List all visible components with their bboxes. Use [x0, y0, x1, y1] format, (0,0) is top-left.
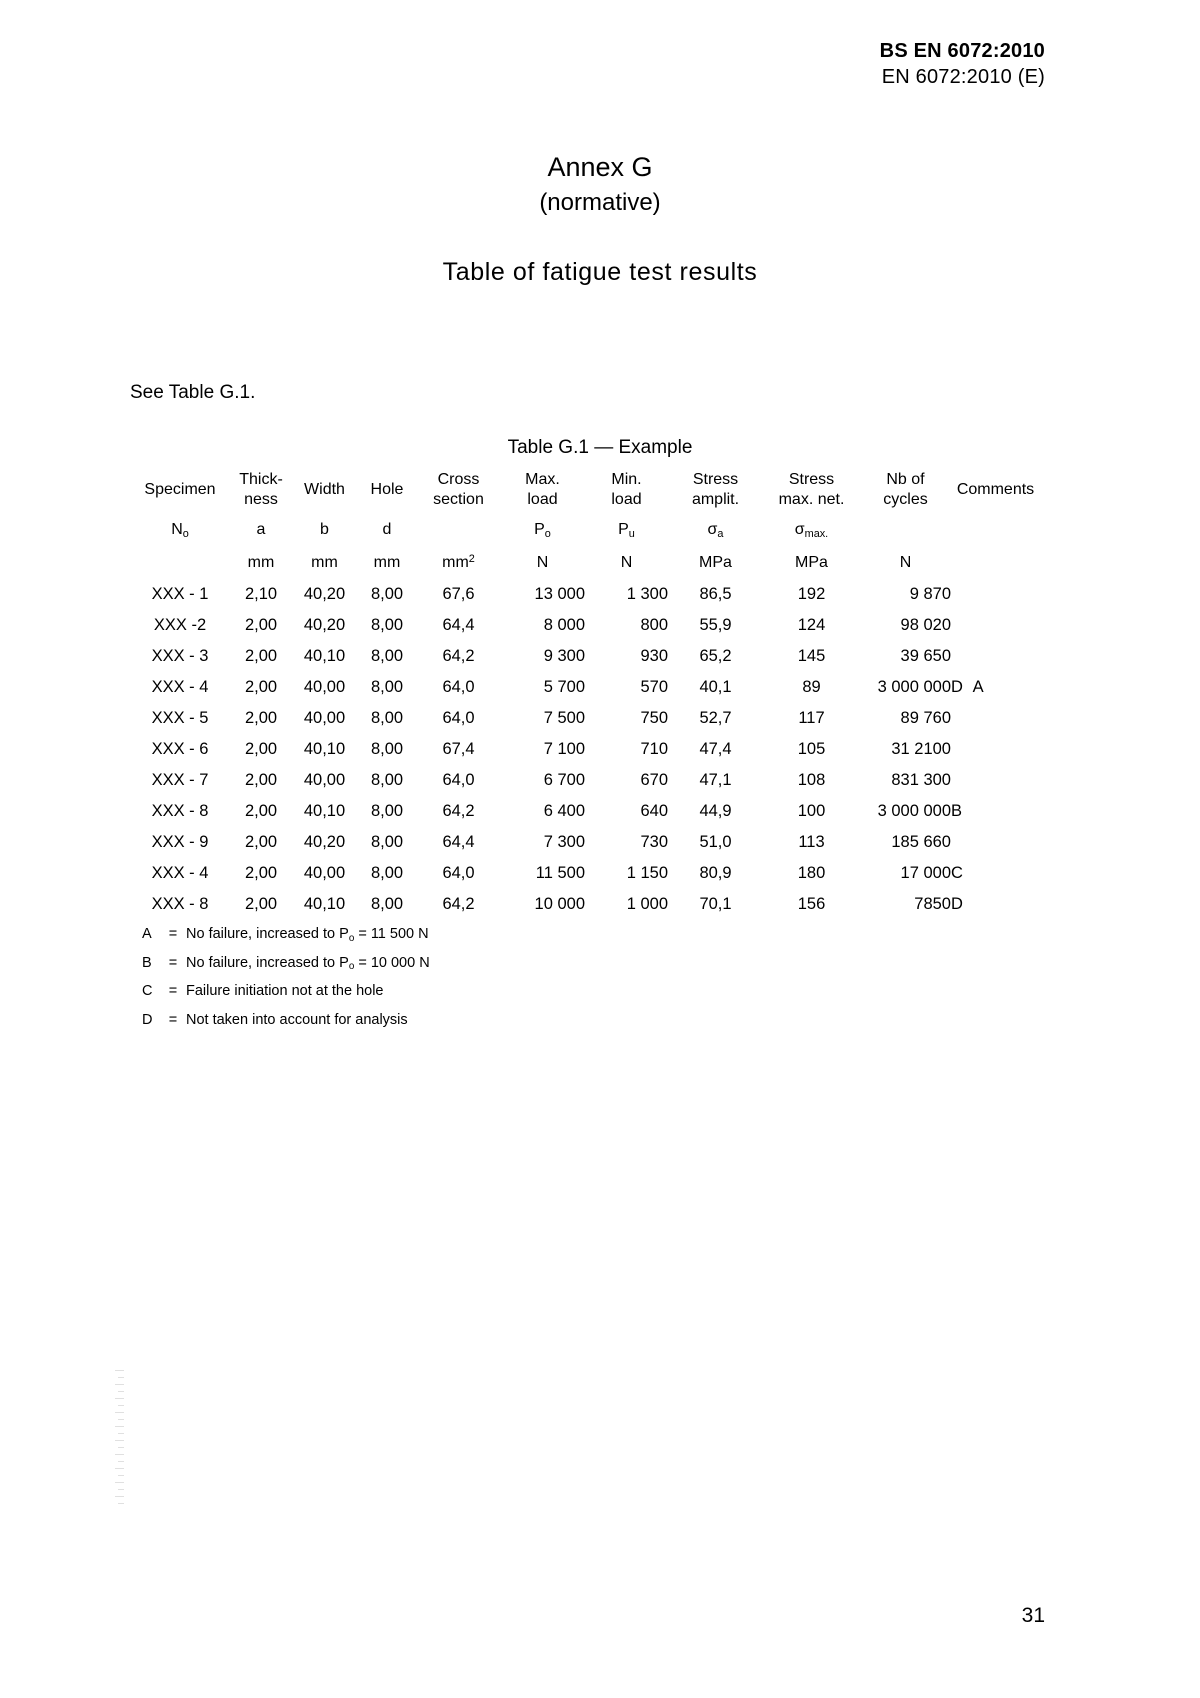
footnote-item — [130, 949, 1040, 978]
cell-stress-amplit: 47,4 — [699, 740, 732, 758]
col-symbol-stress-amplit — [668, 513, 763, 547]
footnote-text: Failure initiation not at the hole — [186, 983, 384, 999]
footnote-equals: = — [168, 1011, 178, 1028]
footnote-equals: = — [168, 954, 178, 971]
cell-stress-max-net: 113 — [798, 833, 825, 851]
cell-stress-max-net: 145 — [797, 647, 826, 665]
cell-width: 40,10 — [303, 740, 346, 758]
col-unit-thickness-text: mm — [247, 554, 275, 572]
cell-thickness: 2,00 — [244, 740, 278, 758]
cell-comments — [951, 579, 1040, 610]
footnote-equals: = — [168, 983, 178, 999]
cell-min-load: 1 000 — [626, 895, 668, 913]
col-title-stress-max-net-l2: max. net. — [778, 491, 845, 508]
cell-max-load: 6 700 — [543, 771, 585, 789]
cell-comments: D A — [951, 678, 987, 696]
cell-stress-max-net: 156 — [797, 895, 826, 913]
cell-nb-cycles: 39 650 — [900, 647, 951, 665]
cell-cross-section: 64,2 — [442, 895, 475, 913]
col-unit-nb-cycles — [860, 547, 951, 579]
cell-stress-amplit: 52,7 — [699, 709, 732, 727]
cell-specimen: XXX - 4 — [151, 678, 209, 696]
header-standard-en: EN 6072:2010 (E) — [881, 66, 1045, 89]
cell-stress-amplit: 86,5 — [699, 585, 732, 603]
col-unit-cross-section-text: mm — [442, 554, 469, 572]
cell-thickness: 2,00 — [244, 678, 278, 696]
table-head — [130, 467, 1040, 579]
col-unit-max-load-text: N — [536, 554, 549, 572]
cell-width: 40,20 — [303, 616, 346, 634]
cell-hole: 8,00 — [370, 585, 404, 603]
cell-comments: B — [951, 802, 966, 820]
col-symbol-max-load-base: P — [534, 521, 545, 539]
cell-stress-max-net: 180 — [797, 864, 826, 882]
table-row — [130, 827, 1040, 858]
intro-text: See Table G.1. — [130, 382, 256, 403]
fatigue-results-table — [130, 467, 1040, 1034]
col-symbol-max-load-sub: o — [544, 528, 551, 541]
col-title-stress-max-net-l1: Stress — [788, 471, 835, 489]
col-unit-width — [292, 547, 357, 579]
header-row-units — [130, 547, 1040, 579]
col-symbol-min-load-sub: u — [628, 528, 635, 541]
document-header — [880, 38, 1045, 91]
col-symbol-width-base: b — [320, 521, 329, 539]
cell-comments — [951, 827, 1040, 858]
footnote-text: No failure, increased to $P_o = 10$ 000 N — [186, 954, 430, 973]
table-row — [130, 858, 1040, 889]
page-number: 31 — [1021, 1604, 1045, 1627]
cell-min-load: 750 — [640, 709, 668, 727]
cell-min-load: 800 — [640, 616, 668, 634]
col-title-cross-section — [417, 467, 500, 513]
cell-thickness: 2,00 — [244, 709, 278, 727]
cell-thickness: 2,00 — [244, 895, 278, 913]
cell-max-load: 8 000 — [543, 616, 585, 634]
footnote-item — [130, 1006, 1040, 1035]
cell-specimen: XXX - 4 — [151, 864, 209, 882]
col-symbol-hole-base: d — [382, 521, 392, 539]
cell-stress-amplit: 65,2 — [699, 647, 732, 665]
col-symbol-max-load — [500, 513, 585, 547]
col-title-cross-section-l2: section — [433, 491, 484, 508]
footnote-item — [130, 920, 1040, 949]
cell-nb-cycles: 7850 — [914, 895, 951, 913]
cell-cross-section: 64,4 — [442, 616, 475, 634]
col-unit-stress-max-net — [763, 547, 860, 579]
table-row — [130, 734, 1040, 765]
cell-nb-cycles: 831 300 — [891, 771, 951, 789]
col-title-max-load — [500, 467, 585, 513]
cell-comments — [951, 641, 1040, 672]
footnote-key: A — [142, 926, 152, 942]
cell-stress-max-net: 108 — [797, 771, 826, 789]
col-title-hole-l1: Hole — [370, 481, 404, 499]
annex-kind: (normative) — [539, 188, 661, 216]
cell-specimen: XXX -2 — [153, 616, 207, 634]
cell-max-load: 13 000 — [534, 585, 585, 603]
cell-hole: 8,00 — [370, 864, 404, 882]
col-unit-stress-amplit-text: MPa — [699, 554, 732, 572]
col-symbol-specimen-sub: o — [182, 528, 189, 541]
footnote-equals: = — [168, 926, 178, 942]
col-title-comments — [951, 467, 1040, 513]
cell-width: 40,00 — [303, 709, 346, 727]
cell-comments — [951, 734, 1040, 765]
col-unit-cross-section-sup: 2 — [468, 552, 475, 565]
col-title-nb-cycles — [860, 467, 951, 513]
col-title-thickness-l2: ness — [244, 491, 278, 508]
cell-specimen: XXX - 7 — [151, 771, 209, 789]
table-row — [130, 610, 1040, 641]
table-footnotes — [130, 920, 1040, 1034]
col-unit-stress-amplit — [668, 547, 763, 579]
cell-max-load: 11 500 — [535, 864, 585, 882]
col-title-min-load-l2: load — [611, 491, 642, 508]
cell-cross-section: 64,2 — [442, 647, 475, 665]
cell-thickness: 2,00 — [244, 647, 278, 665]
col-unit-comments — [951, 547, 1040, 579]
cell-hole: 8,00 — [370, 616, 404, 634]
cell-width: 40,10 — [303, 647, 346, 665]
cell-max-load: 9 300 — [543, 647, 585, 665]
cell-stress-max-net: 117 — [798, 709, 825, 727]
col-unit-nb-cycles-text: N — [899, 554, 912, 572]
cell-comments: D — [951, 895, 966, 913]
cell-thickness: 2,00 — [244, 833, 278, 851]
footnote-key: C — [142, 983, 153, 999]
header-row-titles — [130, 467, 1040, 513]
cell-specimen: XXX - 3 — [151, 647, 209, 665]
annex-name: Annex G — [547, 152, 653, 182]
cell-thickness: 2,00 — [244, 616, 278, 634]
cell-comments: C — [951, 864, 966, 882]
cell-thickness: 2,00 — [244, 771, 278, 789]
cell-cross-section: 64,0 — [442, 678, 475, 696]
cell-stress-max-net: 192 — [797, 585, 826, 603]
cell-specimen: XXX - 8 — [151, 895, 209, 913]
cell-nb-cycles: 9 870 — [909, 585, 951, 603]
cell-stress-amplit: 47,1 — [699, 771, 732, 789]
col-title-width-l1: Width — [304, 481, 345, 499]
footnote-subscript: o — [348, 932, 355, 944]
cell-specimen: XXX - 1 — [151, 585, 209, 603]
cell-comments — [951, 703, 1040, 734]
annex-subject: Table of fatigue test results — [442, 258, 758, 287]
annex-title-block — [0, 150, 1200, 287]
col-title-specimen — [130, 467, 230, 513]
cell-stress-max-net: 124 — [797, 616, 826, 634]
cell-nb-cycles: 89 760 — [900, 709, 951, 727]
cell-stress-max-net: 100 — [797, 802, 826, 820]
cell-cross-section: 64,2 — [442, 802, 475, 820]
footnote-key: B — [142, 954, 152, 971]
col-title-stress-max-net — [763, 467, 860, 513]
cell-nb-cycles: 3 000 000 — [877, 802, 951, 820]
cell-cross-section: 67,4 — [442, 740, 475, 758]
cell-hole: 8,00 — [370, 678, 404, 696]
cell-nb-cycles: 185 660 — [891, 833, 951, 851]
cell-min-load: 710 — [640, 740, 668, 758]
cell-cross-section: 64,0 — [442, 771, 475, 789]
cell-width: 40,00 — [303, 678, 346, 696]
cell-max-load: 7 500 — [543, 709, 585, 727]
col-symbol-stress-amplit-sub: a — [717, 528, 724, 541]
col-title-thickness — [230, 467, 292, 513]
cell-specimen: XXX - 5 — [151, 709, 209, 727]
table-row — [130, 579, 1040, 610]
col-symbol-comments — [951, 513, 1040, 547]
footnote-text: No failure, increased to $P_o = 11$ 500 N — [186, 926, 429, 944]
col-title-min-load — [585, 467, 668, 513]
col-unit-stress-max-net-text: MPa — [795, 554, 828, 572]
footnote-item — [130, 977, 1040, 1006]
table-container — [130, 467, 1040, 1034]
cell-min-load: 640 — [640, 802, 668, 820]
cell-stress-amplit: 51,0 — [699, 833, 732, 851]
col-title-min-load-l1: Min. — [611, 471, 642, 489]
col-title-width — [292, 467, 357, 513]
cell-stress-max-net: 105 — [797, 740, 826, 758]
table-row — [130, 641, 1040, 672]
cell-cross-section: 64,0 — [442, 709, 475, 727]
cell-width: 40,00 — [303, 771, 346, 789]
cell-specimen: XXX - 8 — [151, 802, 209, 820]
cell-max-load: 5 700 — [543, 678, 585, 696]
cell-hole: 8,00 — [370, 771, 404, 789]
col-symbol-nb-cycles — [860, 513, 951, 547]
col-title-stress-amplit-l1: Stress — [692, 471, 739, 489]
cell-hole: 8,00 — [370, 802, 404, 820]
cell-thickness: 2,00 — [244, 864, 278, 882]
cell-thickness: 2,10 — [244, 585, 278, 603]
cell-cross-section: 64,4 — [442, 833, 475, 851]
footnotes-row — [130, 920, 1040, 1034]
table-caption: Table G.1 — Example — [507, 437, 693, 458]
col-symbol-min-load — [585, 513, 668, 547]
col-title-specimen-l1: Specimen — [144, 481, 216, 499]
cell-max-load: 7 300 — [543, 833, 585, 851]
footnote-subscript: o — [348, 961, 355, 973]
col-symbol-stress-amplit-base: σ — [707, 521, 718, 539]
col-symbol-stress-max-net-sub: max. — [804, 528, 829, 541]
cell-stress-max-net: 89 — [802, 678, 821, 696]
footnotes-cell — [130, 920, 1040, 1034]
binding-marks — [113, 1370, 127, 1560]
col-symbol-specimen-base: N — [171, 521, 183, 539]
col-unit-hole-text: mm — [373, 554, 401, 572]
cell-max-load: 6 400 — [543, 802, 585, 820]
col-symbol-thickness — [230, 513, 292, 547]
cell-stress-amplit: 70,1 — [699, 895, 732, 913]
cell-min-load: 730 — [640, 833, 668, 851]
col-unit-cross-section — [417, 547, 500, 579]
col-unit-specimen — [130, 547, 230, 579]
cell-hole: 8,00 — [370, 895, 404, 913]
header-row-symbols — [130, 513, 1040, 547]
cell-hole: 8,00 — [370, 647, 404, 665]
cell-nb-cycles: 98 020 — [900, 616, 951, 634]
col-symbol-cross-section — [417, 513, 500, 547]
col-unit-thickness — [230, 547, 292, 579]
cell-max-load: 10 000 — [534, 895, 585, 913]
cell-width: 40,20 — [303, 833, 346, 851]
cell-specimen: XXX - 6 — [151, 740, 209, 758]
cell-comments — [951, 765, 1040, 796]
cell-min-load: 570 — [640, 678, 668, 696]
col-title-nb-cycles-l2: cycles — [883, 491, 928, 508]
cell-hole: 8,00 — [370, 740, 404, 758]
col-title-stress-amplit — [668, 467, 763, 513]
col-symbol-hole — [357, 513, 417, 547]
cell-width: 40,10 — [303, 802, 346, 820]
table-row — [130, 889, 1040, 920]
cell-thickness: 2,00 — [244, 802, 278, 820]
cell-stress-amplit: 44,9 — [699, 802, 732, 820]
col-unit-min-load-text: N — [620, 554, 633, 572]
cell-nb-cycles: 31 2100 — [891, 740, 951, 758]
cell-stress-amplit: 55,9 — [699, 616, 732, 634]
cell-min-load: 1 300 — [626, 585, 668, 603]
table-row — [130, 703, 1040, 734]
cell-width: 40,10 — [303, 895, 346, 913]
table-row — [130, 765, 1040, 796]
table-body — [130, 579, 1040, 920]
table-row — [130, 672, 1040, 703]
col-title-nb-cycles-l1: Nb of — [886, 471, 925, 489]
col-symbol-stress-max-net — [763, 513, 860, 547]
col-symbol-stress-max-net-base: σ — [794, 521, 805, 539]
cell-stress-amplit: 40,1 — [699, 678, 732, 696]
footnote-text: Not taken into account for analysis — [186, 1011, 408, 1028]
col-symbol-specimen — [130, 513, 230, 547]
col-symbol-thickness-base: a — [256, 521, 266, 539]
cell-specimen: XXX - 9 — [151, 833, 209, 851]
cell-comments — [951, 610, 1040, 641]
col-unit-width-text: mm — [311, 554, 338, 572]
cell-nb-cycles: 17 000 — [900, 864, 951, 882]
col-title-max-load-l1: Max. — [525, 471, 560, 489]
cell-min-load: 670 — [640, 771, 668, 789]
cell-min-load: 930 — [640, 647, 668, 665]
col-title-thickness-l1: Thick- — [239, 471, 283, 489]
col-title-cross-section-l1: Cross — [437, 471, 480, 489]
cell-width: 40,20 — [303, 585, 346, 603]
cell-hole: 8,00 — [370, 833, 404, 851]
col-symbol-min-load-base: P — [618, 521, 629, 539]
col-unit-min-load — [585, 547, 668, 579]
cell-nb-cycles: 3 000 000 — [877, 678, 951, 696]
cell-cross-section: 67,6 — [442, 585, 475, 603]
cell-width: 40,00 — [303, 864, 346, 882]
col-symbol-width — [292, 513, 357, 547]
col-title-max-load-l2: load — [527, 491, 558, 508]
cell-max-load: 7 100 — [543, 740, 585, 758]
table-row — [130, 796, 1040, 827]
col-title-stress-amplit-l2: amplit. — [691, 491, 740, 508]
cell-min-load: 1 150 — [626, 864, 668, 882]
cell-hole: 8,00 — [370, 709, 404, 727]
col-unit-hole — [357, 547, 417, 579]
col-unit-max-load — [500, 547, 585, 579]
cell-cross-section: 64,0 — [442, 864, 475, 882]
cell-stress-amplit: 80,9 — [699, 864, 732, 882]
footnote-key: D — [142, 1011, 153, 1028]
col-title-comments-l1: Comments — [956, 481, 1035, 499]
header-standard-bs: BS EN 6072:2010 — [879, 40, 1045, 62]
col-title-hole — [357, 467, 417, 513]
